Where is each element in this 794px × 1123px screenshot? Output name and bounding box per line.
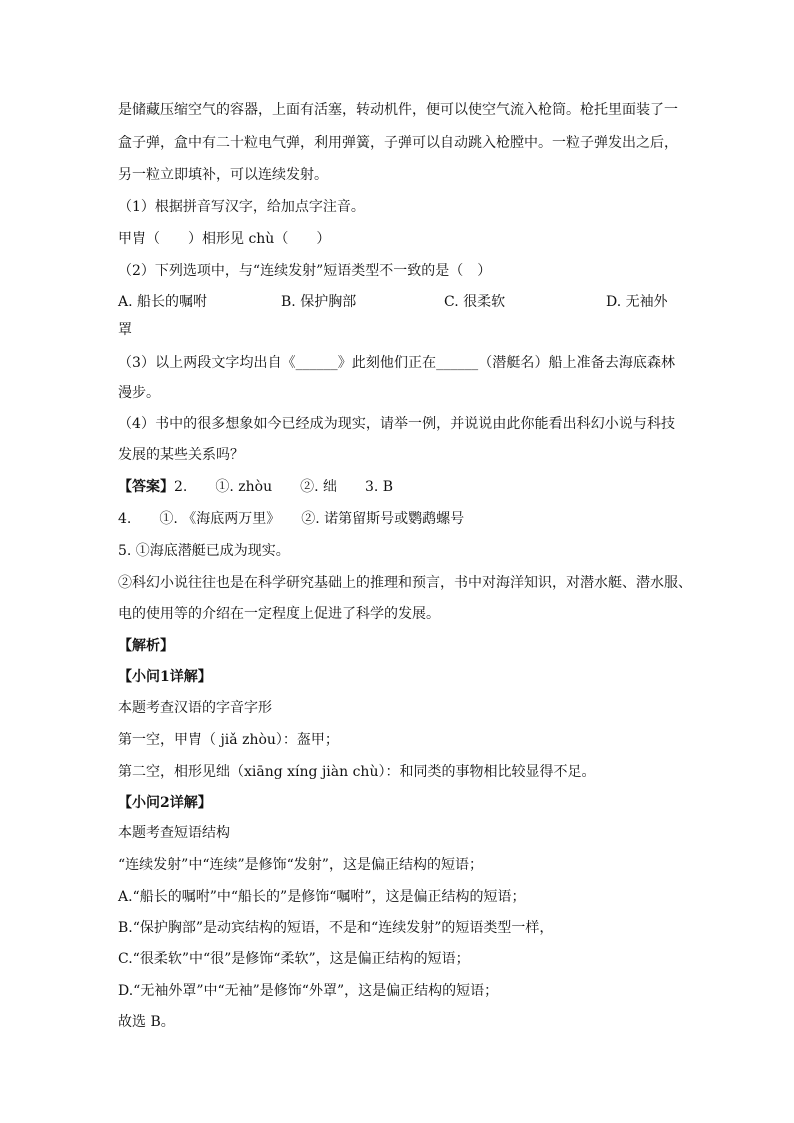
passage-line-1: 是储藏压缩空气的容器，上面有活塞，转动机件，便可以使空气流入枪筒。枪托里面装了一 (118, 102, 678, 118)
sub-question-2-line-3: A.“船长的嘱咐”中“船长的”是修饰“嘱咐”，这是偏正结构的短语； (118, 889, 526, 905)
question-4-line-1: （4）书中的很多想象如今已经成为现实，请举一例，并说说由此你能看出科幻小说与科技 (118, 416, 675, 432)
sub-question-2-line-7: 故选 B。 (118, 1014, 175, 1030)
question-2-options (118, 292, 668, 312)
option-a: A. 船长的嘱咐 (118, 294, 208, 310)
question-4-line-2: 发展的某些关系吗？ (118, 447, 244, 463)
sub-question-2-line-2: “连续发射”中“连续”是修饰“发射”，这是偏正结构的短语； (118, 857, 483, 873)
option-d-continued: 罩 (118, 322, 132, 338)
question-3-line-2: 漫步。 (118, 385, 160, 401)
answer-row-5: 电的使用等的介绍在一定程度上促进了科学的发展。 (118, 606, 440, 622)
sub-question-2-line-4: B.“保护胸部”是动宾结构的短语，不是和“连续发射”的短语类型一样， (118, 920, 554, 936)
passage-line-3: 另一粒立即填补，可以连续发射。 (118, 167, 328, 183)
sub-question-2-line-1: 本题考查短语结构 (118, 825, 230, 841)
option-c: C. 很柔软 (444, 294, 506, 310)
sub-question-2-line-5: C.“很柔软”中“很”是修饰“柔软”，这是偏正结构的短语； (118, 951, 470, 967)
sub-question-2-label: 【小问2详解】 (118, 795, 212, 811)
question-1-blanks: 甲胄（ ）相形见 chù（ ） (118, 231, 331, 247)
answer-label: 【答案】 (118, 479, 174, 495)
sub-question-1-line-3: 第二空，相形见绌（xiāng xíng jiàn chù）：和同类的事物相比较显得不足。 (118, 764, 596, 780)
question-3-line-1: （3）以上两段文字均出自《______》此刻他们正在______（潜艇名）船上准备去海底森林 (118, 355, 675, 371)
analysis-label: 【解析】 (118, 638, 174, 654)
sub-question-1-label: 【小问1详解】 (118, 669, 212, 685)
sub-question-1-line-2: 第一空，甲胄（ jiǎ zhòu）：盔甲； (118, 732, 339, 748)
passage-line-2: 盒子弹，盒中有二十粒电气弹，利用弹簧，子弹可以自动跳入枪膛中。一粒子弹发出之后， (118, 135, 678, 151)
answer-row-4: ②科幻小说往往也是在科学研究基础上的推理和预言，书中对海洋知识，对潜水艇、潜水服、 (118, 575, 692, 591)
option-d: D. 无袖外 (606, 294, 668, 310)
question-1: （1）根据拼音写汉字，给加点字注音。 (118, 199, 365, 215)
sub-question-2-line-6: D.“无袖外罩”中“无袖”是修饰“外罩”，这是偏正结构的短语； (118, 983, 499, 999)
answer-row-3: 5. ①海底潜艇已成为现实。 (118, 543, 290, 559)
question-2: （2）下列选项中，与“连续发射”短语类型不一致的是（ ） (118, 263, 492, 279)
option-b: B. 保护胸部 (281, 294, 357, 310)
sub-question-1-line-1: 本题考查汉语的字音字形 (118, 700, 272, 716)
answer-row-1 (118, 477, 393, 497)
answer-items-2-3: 2. ①. zhòu ②. 绌 3. B (174, 479, 394, 495)
answer-row-2: 4. ①. 《海底两万里》 ②. 诺第留斯号或鹦鹉螺号 (118, 511, 465, 527)
